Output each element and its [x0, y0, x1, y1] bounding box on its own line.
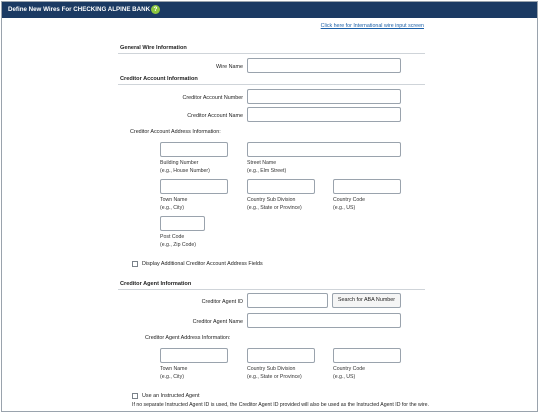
creditor-account-header: Creditor Account Information: [120, 76, 198, 82]
wire-form-panel: [1, 1, 538, 412]
country-code-label: Country Code (e.g., US): [333, 197, 366, 211]
additional-address-fields-checkbox[interactable]: [132, 261, 138, 267]
creditor-agent-name-label: Creditor Agent Name: [192, 319, 243, 325]
general-wire-header: General Wire Information: [120, 45, 187, 51]
creditor-agent-address-header: Creditor Agent Address Information:: [145, 335, 231, 341]
street-name-input[interactable]: [247, 142, 401, 157]
instructed-agent-note: If no separate Instructed Agent ID is used, the Creditor Agent ID provided will also be used as the Instructed Agent ID for the wire.: [132, 402, 430, 408]
country-code-input[interactable]: [333, 179, 401, 194]
building-number-input[interactable]: [160, 142, 228, 157]
agent-country-code-label: Country Code (e.g., US): [333, 366, 366, 380]
country-sub-division-input[interactable]: [247, 179, 315, 194]
street-name-label: Street Name (e.g., Elm Street): [247, 160, 287, 174]
instructed-agent-label: Use an Instructed Agent: [142, 393, 200, 399]
building-number-label: Building Number (e.g., House Number): [160, 160, 210, 174]
country-sub-division-label: Country Sub Division (e.g., State or Province): [247, 197, 302, 211]
agent-town-name-label: Town Name (e.g., City): [160, 366, 188, 380]
question-circle-icon[interactable]: ?: [151, 5, 160, 14]
town-name-label: Town Name (e.g., City): [160, 197, 188, 211]
additional-address-fields-label: Display Additional Creditor Account Address Fields: [142, 261, 263, 267]
creditor-agent-id-label: Creditor Agent ID: [201, 299, 243, 305]
creditor-account-name-input[interactable]: [247, 107, 401, 122]
agent-country-sub-division-label: Country Sub Division (e.g., State or Province): [247, 366, 302, 380]
instructed-agent-checkbox[interactable]: [132, 393, 138, 399]
creditor-agent-id-input[interactable]: [247, 293, 328, 308]
post-code-label: Post Code (e.g., Zip Code): [160, 234, 197, 248]
creditor-agent-header: Creditor Agent Information: [120, 281, 192, 287]
agent-country-sub-division-input[interactable]: [247, 348, 315, 363]
creditor-agent-name-input[interactable]: [247, 313, 401, 328]
divider: [118, 84, 425, 85]
creditor-account-number-input[interactable]: [247, 89, 401, 104]
page-title: Define New Wires For CHECKING ALPINE BANK: [8, 6, 151, 13]
wire-name-input[interactable]: [247, 58, 401, 73]
wire-name-label: Wire Name: [216, 64, 243, 70]
post-code-input[interactable]: [160, 216, 205, 231]
agent-country-code-input[interactable]: [333, 348, 401, 363]
creditor-account-name-label: Creditor Account Name: [187, 113, 243, 119]
divider: [118, 289, 425, 290]
creditor-account-address-header: Creditor Account Address Information:: [130, 129, 221, 135]
agent-town-name-input[interactable]: [160, 348, 228, 363]
creditor-account-number-label: Creditor Account Number: [182, 95, 243, 101]
international-wire-link[interactable]: Click here for International wire input screen: [320, 23, 424, 29]
divider: [118, 53, 425, 54]
town-name-input[interactable]: [160, 179, 228, 194]
title-bar: [2, 2, 537, 18]
search-aba-button[interactable]: Search for ABA Number: [332, 293, 401, 308]
